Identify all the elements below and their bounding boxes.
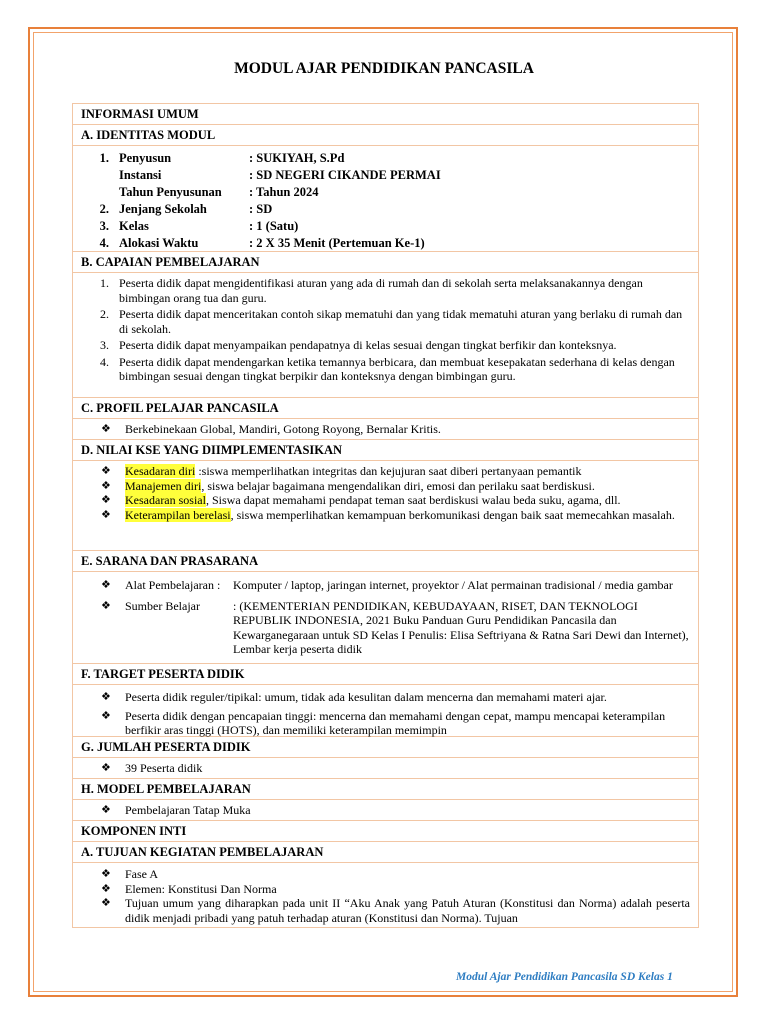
list-item: ❖ Fase A bbox=[81, 867, 690, 882]
identitas-row: 2. Jenjang Sekolah : SD bbox=[99, 202, 273, 216]
list-item: ❖ Berkebinekaan Global, Mandiri, Gotong Royong, Bernalar Kritis. bbox=[81, 422, 690, 437]
section-identitas-heading: A. IDENTITAS MODUL bbox=[73, 125, 698, 146]
bullet-icon: ❖ bbox=[101, 508, 111, 521]
capaian-body bbox=[73, 273, 698, 398]
bullet-icon: ❖ bbox=[101, 882, 111, 895]
list-item: ❖ Peserta didik reguler/tipikal: umum, tidak ada kesulitan dalam mencerna dan memahami materi ajar. bbox=[81, 690, 690, 705]
section-nilai-kse-heading: D. NILAI KSE YANG DIIMPLEMENTASIKAN bbox=[73, 440, 698, 461]
bullet-icon: ❖ bbox=[101, 599, 111, 612]
identitas-row: Tahun Penyusunan : Tahun 2024 bbox=[119, 185, 319, 199]
list-item: ❖ Kesadaran sosial, Siswa dapat memahami pendapat teman saat berdiskusi walau beda suku, agama, dll. bbox=[81, 493, 690, 508]
list-item: 4. Peserta didik dapat mendengarkan ketika temannya berbicara, dan membuat kesepakatan sederhana di kelas dengan bimbingan sesuai dengan tingkat berpikir dan konteksnya dengan bimbingan guru. bbox=[100, 354, 675, 383]
model-body bbox=[73, 800, 698, 821]
section-informasi-umum: INFORMASI UMUM bbox=[73, 104, 698, 125]
bullet-icon: ❖ bbox=[101, 897, 111, 909]
bullet-icon: ❖ bbox=[101, 465, 111, 477]
identitas-row: Instansi : SD NEGERI CIKANDE PERMAI bbox=[119, 168, 441, 182]
bullet-icon: ❖ bbox=[101, 479, 111, 492]
list-item: ❖ 39 Peserta didik bbox=[81, 761, 690, 776]
identitas-body bbox=[73, 146, 698, 252]
highlight-text: Kesadaran sosial bbox=[125, 493, 206, 507]
list-item: 3. Peserta didik dapat menyampaikan pendapatnya di kelas sesuai dengan tingkat berfikir dan konteksnya. bbox=[100, 338, 617, 352]
jumlah-body bbox=[73, 758, 698, 779]
list-item: ❖ Manajemen diri, siswa belajar bagaimana mengendalikan diri, emosi dan perilaku saat berdiskusi. bbox=[81, 479, 690, 494]
section-sarana-heading: E. SARANA DAN PRASARANA bbox=[73, 551, 698, 572]
bullet-icon: ❖ bbox=[101, 494, 111, 506]
section-tujuan-heading: A. TUJUAN KEGIATAN PEMBELAJARAN bbox=[73, 842, 698, 863]
bullet-icon: ❖ bbox=[101, 423, 111, 435]
list-item: 2. Peserta didik dapat menceritakan contoh sikap mematuhi dan yang tidak mematuhi aturan yang berlaku di rumah dan di sekolah. bbox=[100, 307, 683, 336]
section-capaian-heading: B. CAPAIAN PEMBELAJARAN bbox=[73, 252, 698, 273]
bullet-icon: ❖ bbox=[101, 804, 111, 816]
section-profil-heading: C. PROFIL PELAJAR PANCASILA bbox=[73, 398, 698, 419]
profil-body bbox=[73, 419, 698, 440]
list-item: 1. Peserta didik dapat mengidentifikasi aturan yang ada di rumah dan di sekolah serta melaksanakannya dengan bimbingan orang tua dan guru. bbox=[100, 276, 643, 305]
identitas-row: 1. Penyusun : SUKIYAH, S.Pd bbox=[99, 151, 345, 165]
bullet-icon: ❖ bbox=[101, 868, 111, 880]
section-jumlah-heading: G. JUMLAH PESERTA DIDIK bbox=[73, 737, 698, 758]
list-item: ❖ Keterampilan berelasi, siswa memperlihatkan kemampuan berkomunikasi dengan baik saat memecahkan masalah. bbox=[81, 508, 690, 523]
tujuan-body bbox=[73, 863, 698, 927]
bullet-icon: ❖ bbox=[101, 691, 111, 703]
target-body bbox=[73, 685, 698, 737]
section-komponen-inti: KOMPONEN INTI bbox=[73, 821, 698, 842]
highlight-text: Kesadaran diri bbox=[125, 464, 196, 478]
list-item: ❖ Kesadaran diri :siswa memperlihatkan integritas dan kejujuran saat diberi pertanyaan pemantik bbox=[81, 464, 690, 479]
nilai-kse-body bbox=[73, 461, 698, 551]
bullet-icon: ❖ bbox=[101, 709, 111, 722]
list-item: ❖ Peserta didik dengan pencapaian tinggi: mencerna dan memahami dengan cepat, mampu mencapai keterampilan berfikir aras tinggi (HOTS), dan memiliki keterampilan memimpin bbox=[81, 709, 690, 738]
identitas-row: 4. Alokasi Waktu : 2 X 35 Menit (Pertemuan Ke-1) bbox=[99, 236, 425, 250]
highlight-text: Manajemen diri bbox=[125, 478, 202, 493]
list-item: ❖ Alat Pembelajaran : Komputer / laptop, jaringan internet, proyektor / Alat permainan tradisional / media gambar bbox=[81, 578, 690, 593]
module-table bbox=[72, 103, 699, 928]
document-title: MODUL AJAR PENDIDIKAN PANCASILA bbox=[234, 60, 534, 77]
page-footer: Modul Ajar Pendidikan Pancasila SD Kelas 1 bbox=[456, 971, 673, 983]
section-target-heading: F. TARGET PESERTA DIDIK bbox=[73, 664, 698, 685]
list-item: ❖ Sumber Belajar : (KEMENTERIAN PENDIDIKAN, KEBUDAYAAN, RISET, DAN TEKNOLOGI REPUBLIK INDONESIA, 2021 Buku Panduan Guru Pendidikan Pancasila dan Kewarganegaraan untuk SD Kelas I Penulis: Elisa Seftriyana & Ratna Sari Dewi dan Internet), Lembar kerja peserta didik bbox=[81, 599, 690, 657]
section-model-heading: H. MODEL PEMBELAJARAN bbox=[73, 779, 698, 800]
identitas-row: 3. Kelas : 1 (Satu) bbox=[99, 219, 299, 233]
list-item: ❖ Tujuan umum yang diharapkan pada unit II “Aku Anak yang Patuh Aturan (Konstitusi dan Norma) adalah peserta didik menjadi pribadi yang patuh terhadap aturan (Konstitusi dan Norma). Tujuan bbox=[81, 896, 690, 925]
bullet-icon: ❖ bbox=[101, 762, 111, 774]
sarana-body bbox=[73, 572, 698, 664]
highlight-text: Keterampilan berelasi bbox=[125, 507, 231, 522]
list-item: ❖ Elemen: Konstitusi Dan Norma bbox=[81, 882, 690, 897]
bullet-icon: ❖ bbox=[101, 579, 111, 591]
list-item: ❖ Pembelajaran Tatap Muka bbox=[81, 803, 690, 818]
